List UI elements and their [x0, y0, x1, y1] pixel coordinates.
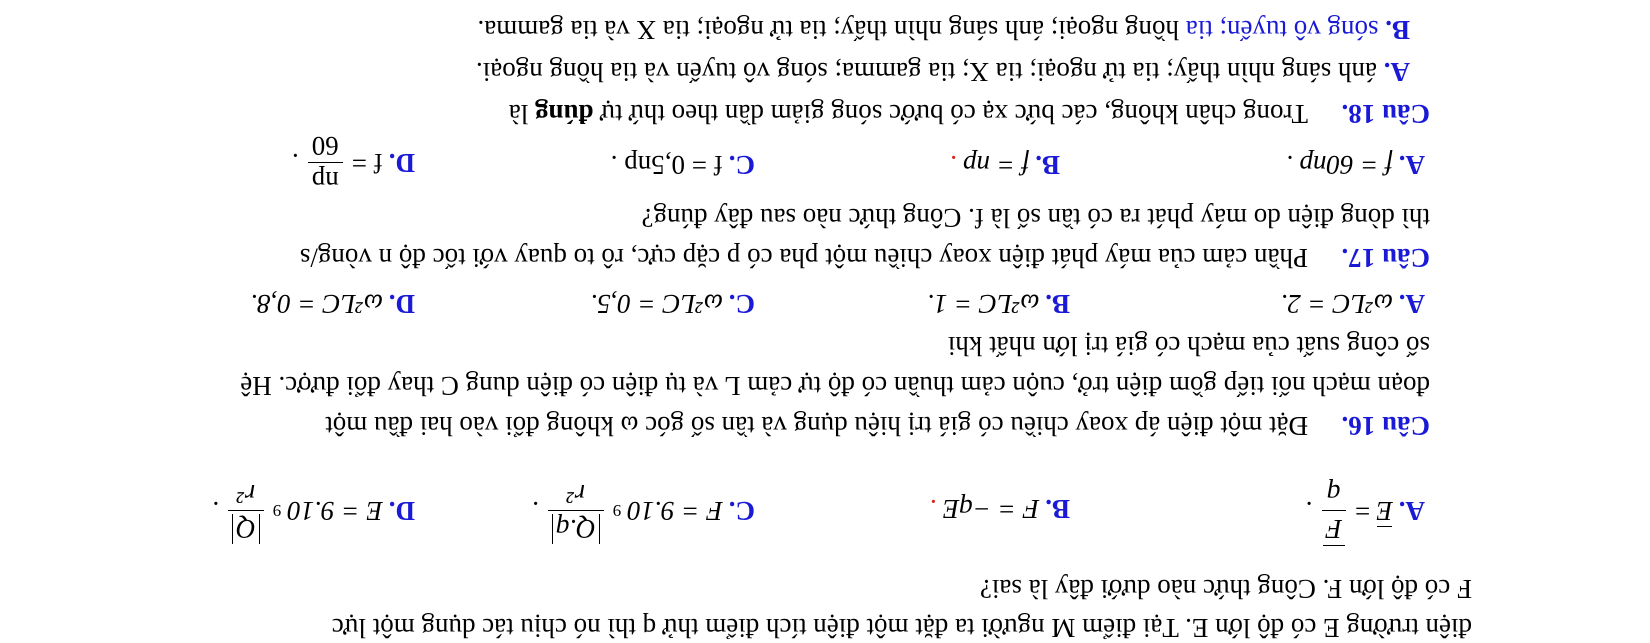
q18-option-b: B. sóng vô tuyến; tia hồng ngoại; ánh sáng nhìn thấy; tia tử ngoại; tia X và tia gamma. — [477, 15, 1410, 45]
q15-option-a: A. E = F q . — [1305, 479, 1425, 544]
q18-label: Câu 18. — [1341, 99, 1430, 129]
q17-option-a: A. f = 60np . — [1286, 150, 1425, 180]
q16-label: Câu 16. — [1341, 411, 1430, 441]
q15-option-c: C. F = 9.10 9 Q.q r² . — [532, 479, 755, 544]
q18-option-a: A. ánh sáng nhìn thấy; tia tử ngoại; tia X; tia gamma; sóng vô tuyến và tia hồng ngoại. — [476, 57, 1410, 87]
intro-line-1: điện trường E có độ lớn E. Tại điểm M người ta đặt một điện tích điểm thử q thì nó chịu tác dụng một lực — [331, 613, 1472, 643]
q16-line-2: đoạn mạch nối tiếp gồm điện trở, cuộn cảm thuần có độ tự cảm L và tụ điện có điện dung C thay đổi được. Hệ — [240, 371, 1430, 401]
q17-option-d: D. f = np 60 . — [292, 131, 415, 196]
q17-label: Câu 17. — [1341, 243, 1430, 273]
q16-option-b: B. ω²LC = 1. — [927, 289, 1070, 319]
q16-option-a: A. ω²LC = 2. — [1280, 289, 1425, 319]
q17-option-b: B. f = np . — [950, 150, 1060, 180]
q18-line-1: Trong chân không, các bức xạ có bước sóng giảm dần theo thứ tự đúng là — [508, 99, 1308, 129]
q16-line-3: số công suất của mạch có giá trị lớn nhất khi — [947, 331, 1430, 361]
q17-line-1: Phần cảm của máy phát điện xoay chiều một pha có p cặp cực, rô to quay với tốc độ n vòng/s — [299, 243, 1308, 273]
q16-option-d: D. ω²LC = 0,8. — [250, 289, 415, 319]
q15-option-b: B. F = −qE . — [930, 494, 1070, 524]
q15-option-d: D. E = 9.10 9 Q r² . — [212, 479, 415, 544]
q17-option-c: C. f = 0,5np . — [610, 150, 755, 180]
q16-line-1: Đặt một điện áp xoay chiều có giá trị hiệu dụng và tần số góc ω không đổi vào hai đầu một — [325, 411, 1308, 441]
intro-line-2: F có độ lớn F. Công thức nào dưới đây là sai? — [979, 574, 1472, 604]
q16-option-c: C. ω²LC = 0,5. — [590, 289, 755, 319]
q17-line-2: thì dòng điện do máy phát ra có tần số là f. Công thức nào sau đây đúng? — [641, 203, 1430, 233]
